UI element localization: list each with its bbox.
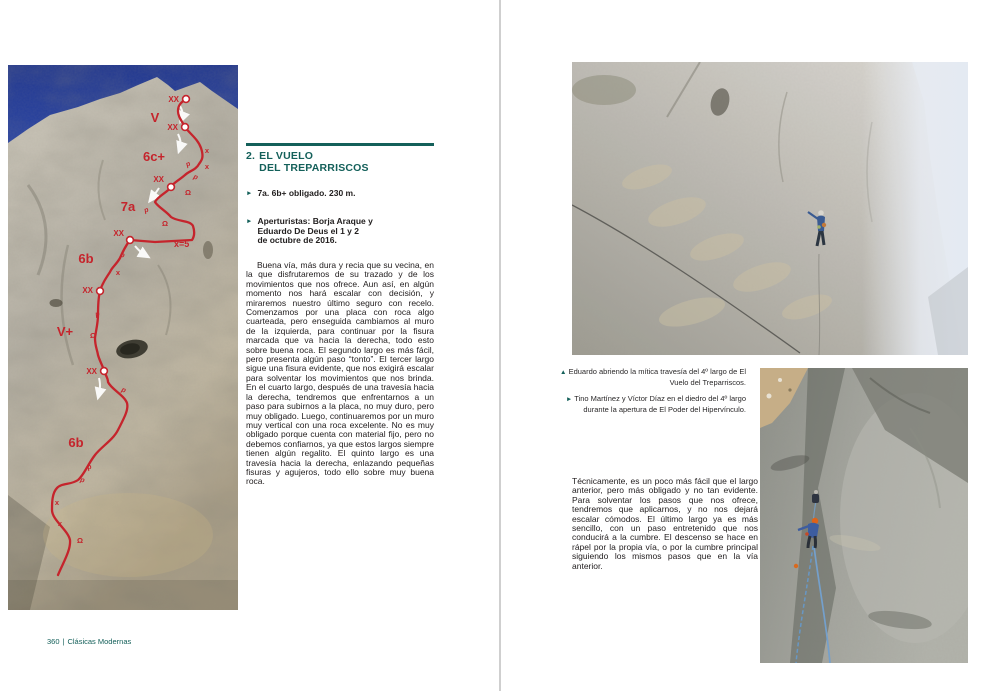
anchor-label: XX <box>82 286 93 295</box>
route-topo-photo <box>8 65 238 610</box>
page-footer <box>47 637 131 646</box>
piton-mark: p <box>143 206 150 215</box>
footer-separator: | <box>62 637 65 646</box>
authors-line2: Eduardo De Deus el 1 y 2 <box>257 225 360 236</box>
thread-mark: Ω <box>76 536 84 545</box>
anchor-label: XX <box>153 175 164 184</box>
route-article <box>246 140 434 630</box>
thread-mark: Ω <box>184 188 192 197</box>
pitch-grade: V+ <box>56 324 74 339</box>
route-specs-text: 7a. 6b+ obligado. 230 m. <box>257 188 356 198</box>
page-number: 360 <box>47 637 60 646</box>
title-rule <box>246 143 434 146</box>
route-title-line2: DEL TREPARRISCOS <box>259 162 369 174</box>
bolt-mark: x <box>57 519 63 528</box>
bullet-arrow-icon: ► <box>246 190 253 197</box>
page-gutter <box>499 0 501 691</box>
piton-mark: p <box>79 476 86 485</box>
thread-mark: Ω <box>161 219 169 228</box>
route-description: Buena vía, más dura y recia que su vecina, en la que disfrutaremos de su trazado y de los movimientos que nos ofrece. Aun así, en algún momento nos hará escalar con decisión, y miraremos nuestro último seguro con recelo. Comenzamos por una placa con roca algo cuarteada, pero enseguida cambiamos al muro de la izquierda, para continuar por la fisura marcada que va hacia la derecha, todo esto sobre buena roca. El segundo largo es más fácil, pero presenta algún paso “tonto”. El tercer largo sigue una fisura evidente, que nos exigirá escalar para solventar los movimientos que nos brinda. En el cuarto largo, después de una travesía hacia la derecha, tendremos que enfrentarnos a un paso para subirnos a la placa, no muy duro, pero muy obligado. Luego, continuaremos por un muro muy vertical con una roca excelente. No es muy obligado porque cuenta con material fijo, pero no debemos confiarnos, ya que estos largos siempre tienen algún regalito. El quinto largo es una travesía hacia la derecha, enlazando pequeñas fisuras y agujeros, todo ello sobre muy buena roca. <box>246 260 434 487</box>
bullet-arrow-icon: ► <box>246 218 253 225</box>
caption-up-arrow-icon: ▲ <box>560 369 567 376</box>
piton-mark: p <box>192 173 199 182</box>
anchor-label: XX <box>113 229 124 238</box>
bolt-mark: x <box>204 146 210 155</box>
anchor-label: XX <box>86 367 97 376</box>
route-title-line1: EL VUELO <box>259 150 314 162</box>
anchor-label: XX <box>167 123 178 132</box>
caption-top-photo <box>560 367 746 387</box>
climber-traverse-photo <box>572 62 968 355</box>
caption-text: Tino Martínez y Víctor Díaz en el diedro del 4º largo durante la apertura de El Poder del Hipervínculo. <box>574 394 746 414</box>
caption-text: Eduardo abriendo la mítica travesía del 4º largo de El Vuelo del Treparriscos. <box>568 367 746 387</box>
caption-right-arrow-icon: ► <box>565 396 573 404</box>
piton-mark: p <box>120 386 127 395</box>
piton-mark: p <box>86 463 93 472</box>
caption-bottom-photo <box>560 394 746 414</box>
climber-diedre-photo <box>760 368 968 663</box>
piton-mark: p <box>184 160 192 169</box>
route-authors <box>246 217 373 246</box>
anchor-label: XX <box>168 95 179 104</box>
route-number: 2. <box>246 150 256 162</box>
pitch-grade: 6b <box>78 251 94 266</box>
photo-captions <box>560 367 746 421</box>
pitch-grade: V <box>150 110 160 125</box>
authors-line3: de octubre de 2016. <box>257 235 337 246</box>
route-description-continued: Técnicamente, es un poco más fácil que el largo anterior, pero más obligado y no tan evidente. Para solventar los pasos que nos ofrece, tendremos que aplicarnos, y no nos dejará escalar cómodos. El último largo ya es más sencillo, con un paso entretenido que nos conducirá a la cumbre. El descenso se hace en rápel por la propia vía, o por la cumbre principal siguiendo los mismos pasos que en la vía anterior. <box>572 476 758 571</box>
bolt-mark: x <box>204 162 210 171</box>
piton-mark: p <box>119 251 126 260</box>
bolt-mark: x <box>115 268 121 277</box>
pitch-grade: 6b <box>68 435 84 450</box>
authors-line1: Aperturistas: Borja Araque y <box>257 216 373 226</box>
pitch-grade: 6c+ <box>142 149 166 164</box>
route-specs <box>246 189 355 199</box>
route-title <box>246 150 369 174</box>
thread-mark: Ω <box>89 331 97 340</box>
bolt-count-label: x=5 <box>174 239 190 249</box>
bolt-mark: x <box>54 498 60 507</box>
pitch-grade: 7a <box>120 199 136 214</box>
piton-mark: p <box>94 310 101 319</box>
book-title: Clásicas Modernas <box>67 637 132 646</box>
